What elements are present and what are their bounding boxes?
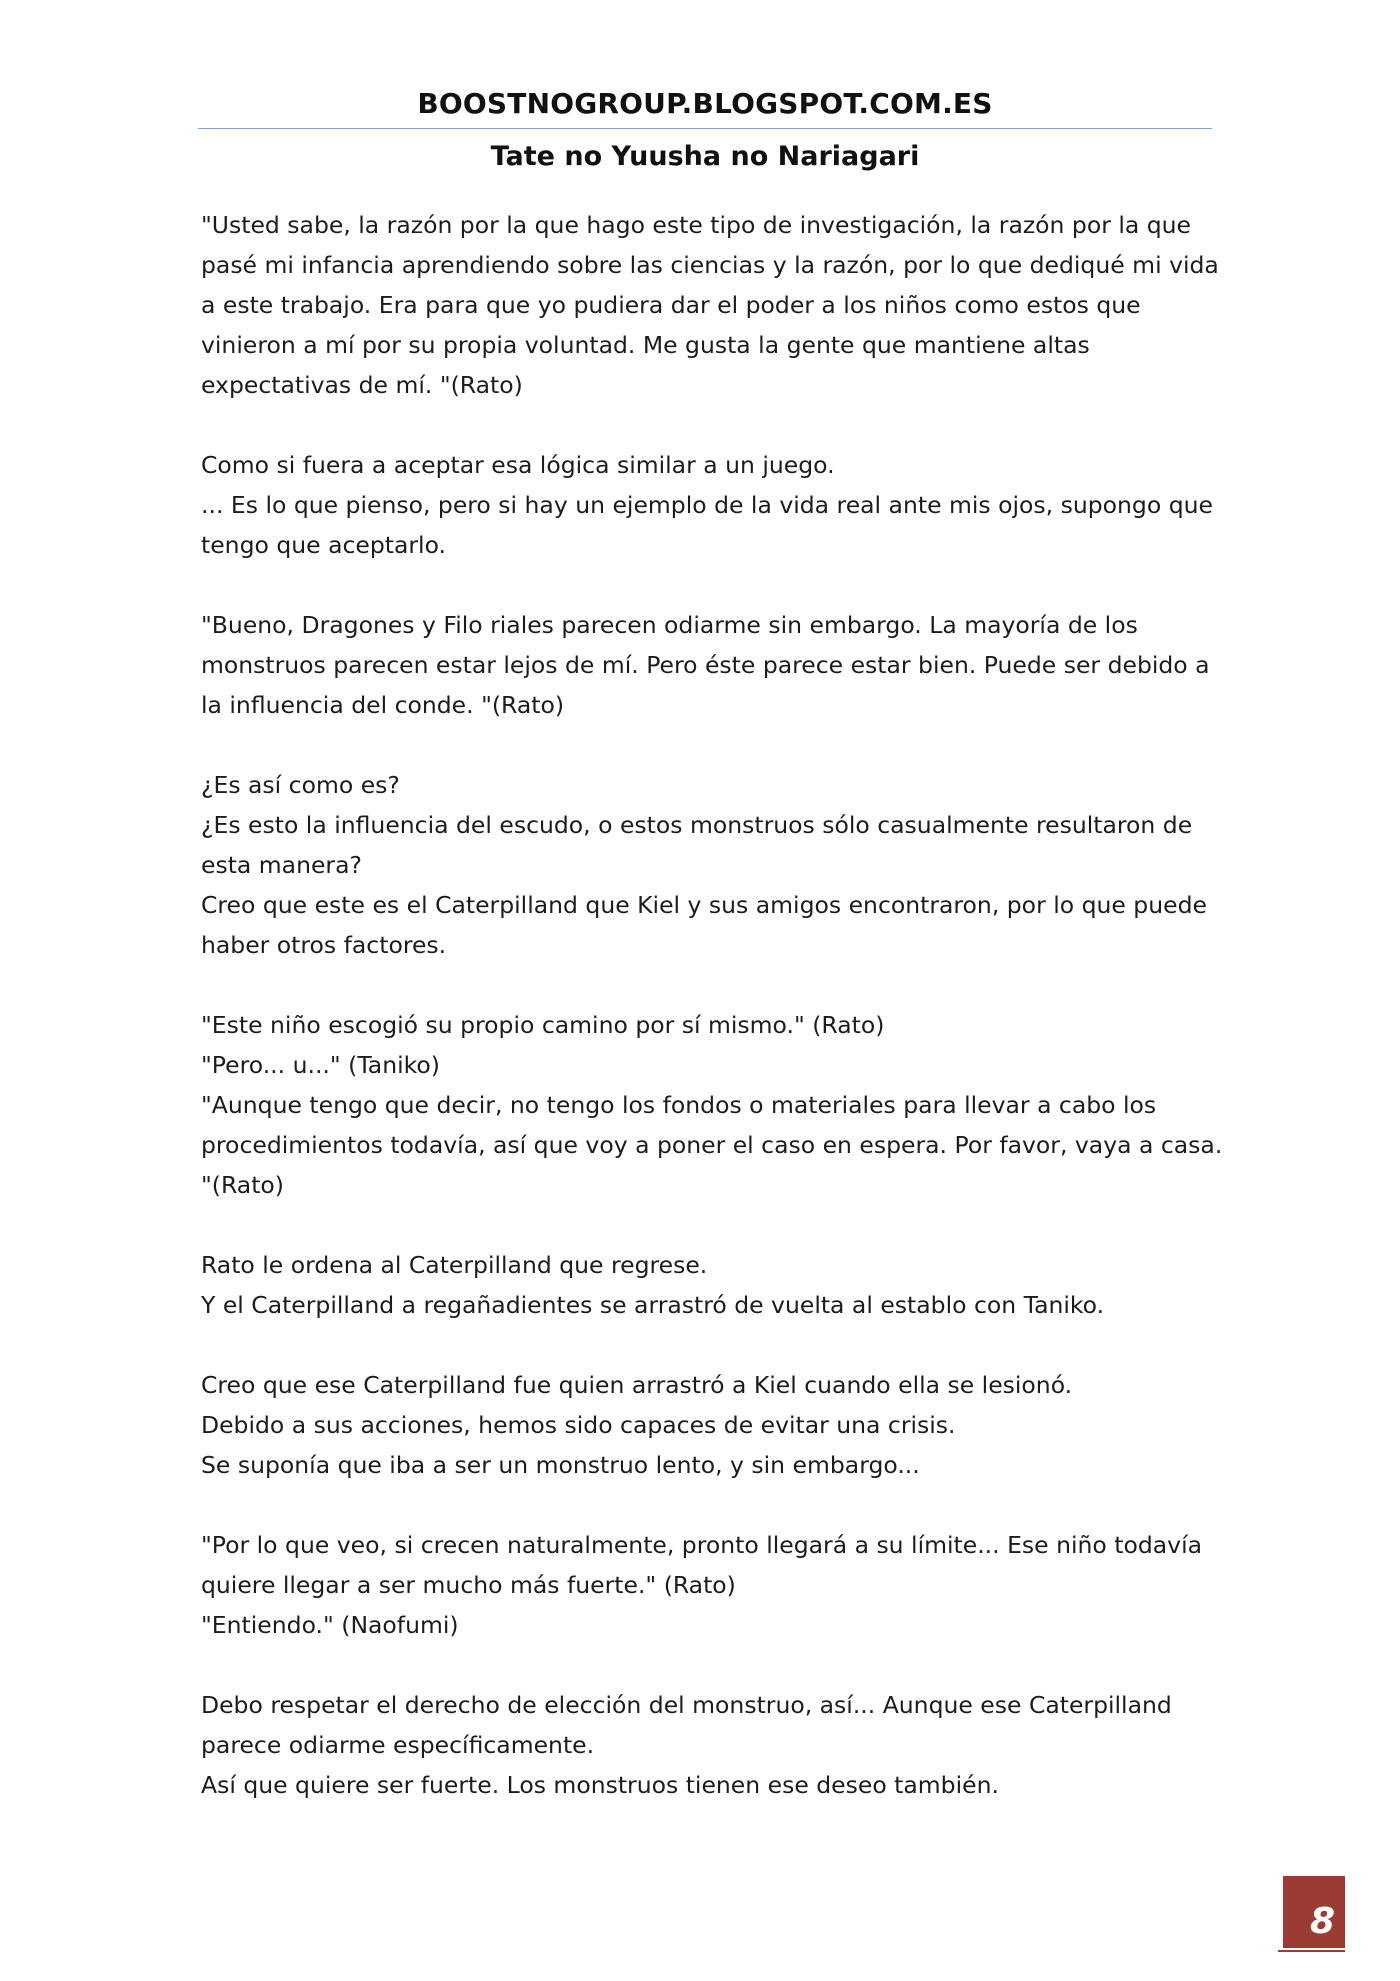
text-line: ¿Es esto la influencia del escudo, o estos monstruos sólo casualmente resultaron de: [201, 811, 1193, 839]
text-line: Y el Caterpilland a regañadientes se arrastró de vuelta al establo con Taniko.: [201, 1291, 1105, 1319]
text-line: ¿Es así como es?: [201, 771, 400, 799]
text-line: Creo que ese Caterpilland fue quien arrastró a Kiel cuando ella se lesionó.: [201, 1371, 1073, 1399]
text-line: la influencia del conde. "(Rato): [201, 691, 565, 719]
text-line: "Este niño escogió su propio camino por sí mismo." (Rato): [201, 1011, 885, 1039]
page-header: [198, 84, 1212, 177]
text-line: "Bueno, Dragones y Filo riales parecen odiarme sin embargo. La mayoría de los: [201, 611, 1138, 639]
header-divider: [198, 128, 1212, 129]
text-line: procedimientos todavía, así que voy a poner el caso en espera. Por favor, vaya a casa.: [201, 1131, 1223, 1159]
paragraph: [201, 605, 1210, 725]
text-line: esta manera?: [201, 851, 362, 879]
paragraph: [201, 205, 1219, 405]
text-line: "Entiendo." (Naofumi): [201, 1611, 459, 1639]
site-title: BOOSTNOGROUP.BLOGSPOT.COM.ES: [417, 87, 993, 120]
text-line: Así que quiere ser fuerte. Los monstruos tienen ese deseo también.: [201, 1771, 999, 1799]
text-line: Creo que este es el Caterpilland que Kiel y sus amigos encontraron, por lo que puede: [201, 891, 1207, 919]
paragraph: [201, 1525, 1201, 1645]
text-line: Debido a sus acciones, hemos sido capaces de evitar una crisis.: [201, 1411, 956, 1439]
text-line: "Aunque tengo que decir, no tengo los fondos o materiales para llevar a cabo los: [201, 1091, 1157, 1119]
paragraph: [201, 1685, 1201, 1805]
text-line: Como si fuera a aceptar esa lógica similar a un juego.: [201, 451, 835, 479]
text-line: quiere llegar a ser mucho más fuerte." (Rato): [201, 1571, 736, 1599]
text-line: tengo que aceptarlo.: [201, 531, 447, 559]
text-line: Rato le ordena al Caterpilland que regrese.: [201, 1251, 708, 1279]
text-line: "Usted sabe, la razón por la que hago este tipo de investigación, la razón por la que: [201, 211, 1192, 239]
text-line: "(Rato): [201, 1171, 284, 1199]
text-line: expectativas de mí. "(Rato): [201, 371, 523, 399]
text-line: pasé mi infancia aprendiendo sobre las ciencias y la razón, por lo que dediqué mi vida: [201, 251, 1219, 279]
page-number-badge: [1283, 1876, 1345, 1948]
page-number: 8: [1309, 1901, 1335, 1942]
text-line: ... Es lo que pienso, pero si hay un ejemplo de la vida real ante mis ojos, supongo que: [201, 491, 1213, 519]
document-title: Tate no Yuusha no Nariagari: [490, 141, 920, 172]
paragraph: [201, 1005, 1223, 1205]
text-line: "Por lo que veo, si crecen naturalmente, pronto llegará a su límite... Ese niño todavía: [201, 1531, 1203, 1559]
text-line: monstruos parecen estar lejos de mí. Pero éste parece estar bien. Puede ser debido a: [201, 651, 1210, 679]
text-line: a este trabajo. Era para que yo pudiera dar el poder a los niños como estos que: [201, 291, 1141, 319]
text-line: vinieron a mí por su propia voluntad. Me gusta la gente que mantiene altas: [201, 331, 1090, 359]
paragraph: [201, 1365, 1201, 1485]
text-line: Se suponía que iba a ser un monstruo lento, y sin embargo...: [201, 1451, 920, 1479]
text-line: "Pero... u..." (Taniko): [201, 1051, 440, 1079]
paragraph: [201, 445, 1213, 565]
text-line: parece odiarme específicamente.: [201, 1731, 595, 1759]
page-number-underline: [1278, 1950, 1345, 1952]
text-line: haber otros factores.: [201, 931, 447, 959]
paragraph: [201, 1245, 1201, 1325]
document-body: [201, 205, 1223, 1845]
paragraph: [201, 765, 1207, 965]
text-line: Debo respetar el derecho de elección del monstruo, así... Aunque ese Caterpilland: [201, 1691, 1172, 1719]
